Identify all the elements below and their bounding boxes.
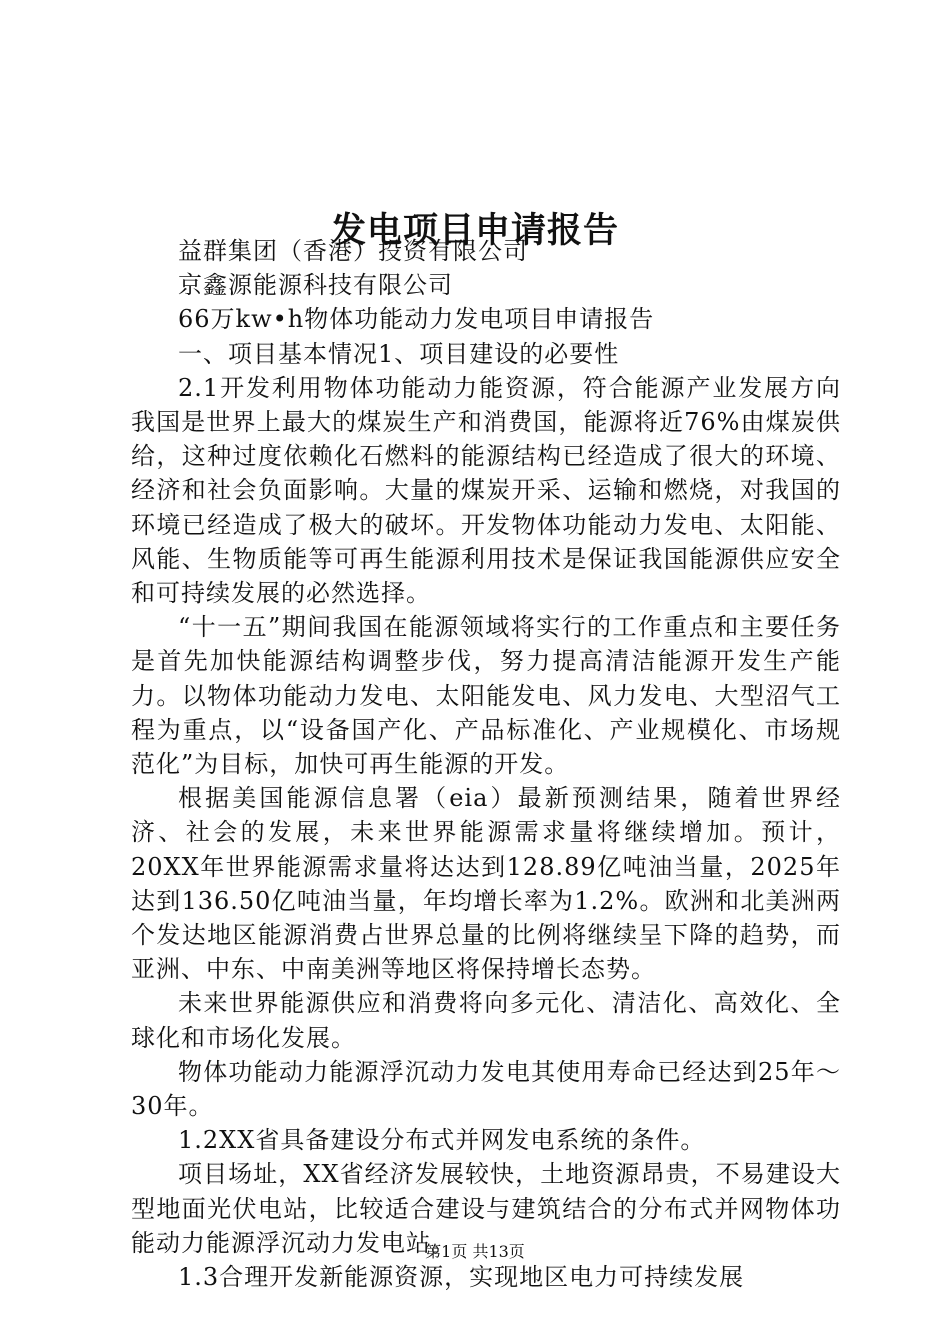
paragraph-company-1: 益群集团（香港）投资有限公司 bbox=[178, 237, 528, 265]
paragraph: 2.1开发利用物体功能动力能资源，符合能源产业发展方向我国是世界上最大的煤炭生产和消费国，能源将近76%由煤炭供给，这种过度依赖化石燃料的能源结构已经造成了很大的环境、经济和社会负面影响。大量的煤炭开采、运输和燃烧，对我国的环境已经造成了极大的破坏。开发物体功能动力发电、太阳能、风能、生物质能等可再生能源利用技术是保证我国能源供应安全和可持续发展的必然选择。 bbox=[131, 373, 841, 608]
paragraph: 未来世界能源供应和消费将向多元化、清洁化、高效化、全球化和市场化发展。 bbox=[131, 989, 841, 1052]
paragraph-company-2: 京鑫源能源科技有限公司 bbox=[178, 271, 453, 300]
section-heading: 一、项目基本情况1、项目建设的必要性 bbox=[178, 339, 620, 368]
paragraph: 项目场址，XX省经济发展较快，土地资源昂贵，不易建设大型地面光伏电站，比较适合建设与建筑结合的分布式并网物体功能动力能源浮沉动力发电站。 bbox=[131, 1160, 841, 1257]
document-title: 发电项目申请报告 bbox=[330, 210, 619, 252]
subsection-heading: 1.2XX省具备建设分布式并网发电系统的条件。 bbox=[178, 1126, 706, 1155]
document-body bbox=[131, 234, 841, 1294]
paragraph: 根据美国能源信息署（eia）最新预测结果，随着世界经济、社会的发展，未来世界能源需求量将继续增加。预计，20XX年世界能源需求量将达达到128.89亿吨油当量，2025年达到136.50亿吨油当量，年均增长率为1.2%。欧洲和北美洲两个发达地区能源消费占世界总量的比例将继续呈下降的趋势，而亚洲、中东、中南美洲等地区将保持增长态势。 bbox=[131, 784, 841, 984]
paragraph: 物体功能动力能源浮沉动力发电其使用寿命已经达到25年～30年。 bbox=[131, 1057, 841, 1121]
subsection-heading: 1.3合理开发新能源资源，实现地区电力可持续发展 bbox=[178, 1263, 745, 1292]
page-number-footer: 第1页 共13页 bbox=[425, 1242, 525, 1261]
paragraph-report-name: 66万kw•h物体功能动力发电项目申请报告 bbox=[178, 305, 655, 334]
paragraph: “十一五”期间我国在能源领域将实行的工作重点和主要任务是首先加快能源结构调整步伐，努力提高清洁能源开发生产能力。以物体功能动力发电、太阳能发电、风力发电、大型沼气工程为重点，以“设备国产化、产品标准化、产业规模化、市场规范化”为目标，加快可再生能源的开发。 bbox=[131, 613, 841, 779]
